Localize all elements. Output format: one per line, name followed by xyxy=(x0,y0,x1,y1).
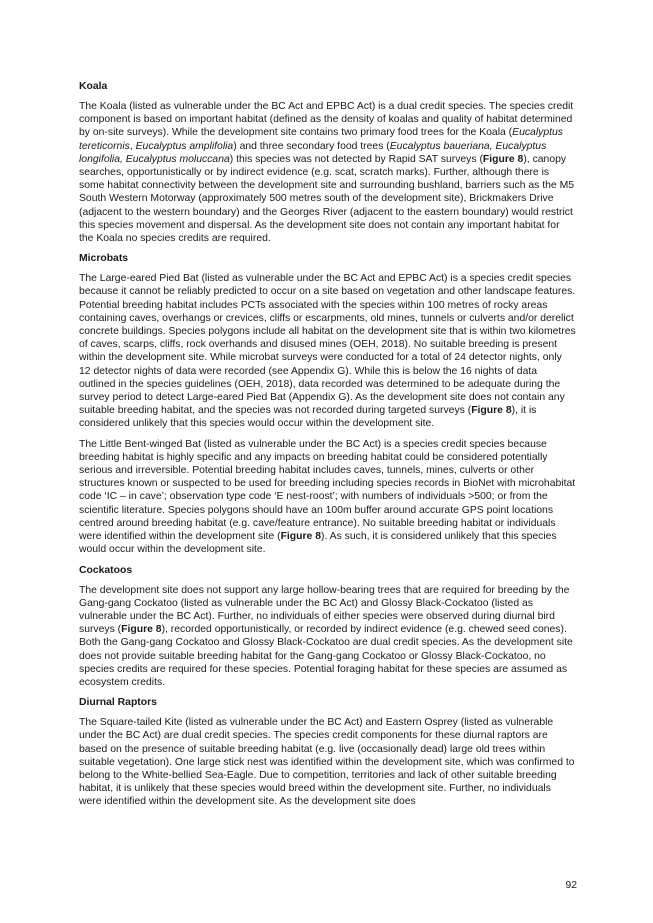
text-run: ), canopy searches, opportunistically or by indirect evidence (e.g. scat, scratch marks). Further, although there is some habitat connectivity between the development site and surrounding bushland, barriers such as the M5 South Western Motorway (approximately 500 metres south of the development site), Brickmakers Drive (adjacent to the western boundary) and the Georges River (adjacent to the eastern boundary) would restrict this species movement and dispersal. As the development site does not contain any important habitat for the Koala no species credits are required. xyxy=(79,153,575,245)
section-cockatoos xyxy=(79,564,576,690)
section-heading: Cockatoos xyxy=(79,564,133,576)
paragraph xyxy=(79,584,576,690)
text-run: ) this species was not detected by Rapid SAT surveys ( xyxy=(229,153,483,165)
text-run: ). As such, it is considered unlikely that this species would occur within the development site. xyxy=(79,531,557,556)
figure-reference: Figure 8 xyxy=(482,153,524,165)
species-name: Eucalyptus amplifolia xyxy=(135,140,234,152)
text-run: ), recorded opportunistically, or recorded by indirect evidence (e.g. chewed seed cones). Both the Gang-gang Cockatoo and Glossy Black-Cockatoo are dual credit species. As the development site does not provide suitable breeding habitat for the Gang-gang Cockatoo or Glossy Black-Cockatoo, no species credits are required for these species. Potential foraging habitat for these species are assumed as ecosystem credits. xyxy=(79,624,573,688)
section-heading: Koala xyxy=(79,81,108,92)
text-run: The Large-eared Pied Bat (listed as vulnerable under the BC Act and EPBC Act) is a species credit species because it cannot be reliably predicted to occur on a site based on vegetation and other landscape features. Potential breeding habitat includes PCTs associated with the species within 100 metres of rocky areas containing caves, overhangs or crevices, cliffs or escarpments, old mines, tunnels or culverts and/or derelict concrete buildings. Species polygons include all habitat on the development site that is within two kilometres of caves, scarps, cliffs, rock overhands and disused mines (OEH, 2018). No suitable breeding is present within the development site. While microbat surveys were conducted for a total of 24 detector nights, only 12 detector nights of data were recorded (see Appendix G). While this is below the 16 nights of data outlined in the species guidelines (OEH, 2018), data recorded was determined to be adequate during the survey period to detect Large-eared Pied Bat (Appendix G). As the development site does not contain any suitable breeding habitat, and the species was not recorded during targeted surveys ( xyxy=(79,273,576,417)
figure-reference: Figure 8 xyxy=(280,531,321,543)
section-microbats xyxy=(79,252,576,556)
species-name: Eucalyptus tereticornis xyxy=(79,127,563,152)
text-run: ) and three secondary food trees ( xyxy=(233,140,390,152)
text-run: The Koala (listed as vulnerable under the BC Act and EPBC Act) is a dual credit species. The species credit component is based on important habitat (defined as the density of koalas and quality of habitat determined by on-site surveys). While the development site contains two primary food trees for the Koala ( xyxy=(79,101,574,139)
paragraph xyxy=(79,716,576,808)
paragraph xyxy=(79,272,576,430)
paragraph xyxy=(79,438,576,557)
section-heading: Microbats xyxy=(79,253,129,265)
section-heading: Diurnal Raptors xyxy=(79,697,157,709)
document-body xyxy=(79,80,576,816)
figure-reference: Figure 8 xyxy=(121,624,162,636)
text-run: ), it is considered unlikely that this species would occur within the development site. xyxy=(79,405,537,430)
figure-reference: Figure 8 xyxy=(471,405,512,417)
text-run: The Little Bent-winged Bat (listed as vulnerable under the BC Act) is a species credit species because breeding habitat is highly specific and any impacts on breeding habitat could be considered potentially serious and irreversible. Potential breeding habitat includes caves, tunnels, mines, culverts or other structures known or suspected to be used for breeding including species records in BioNet with microhabitat code ‘IC – in cave’; observation type code ‘E nest-roost’; with numbers of individuals >500; or from the scientific literature. Species polygons should have an 100m buffer around accurate GPS point locations centred around breeding habitat (e.g. cave/feature entrance). No suitable breeding habitat or individuals were identified within the development site ( xyxy=(79,438,576,543)
species-name: Eucalyptus baueriana, Eucalyptus longifolia, Eucalyptus moluccana xyxy=(79,140,547,165)
text-run: The development site does not support any large hollow-bearing trees that are required for breeding by the Gang-gang Cockatoo (listed as vulnerable under the BC Act) and Glossy Black-Cockatoo (listed as vulnerable under the BC Act). Further, no individuals of either species were observed during diurnal bird surveys ( xyxy=(79,584,570,636)
section-koala xyxy=(79,80,576,245)
text-run: The Square-tailed Kite (listed as vulnerable under the BC Act) and Eastern Osprey (listed as vulnerable under the BC Act) are dual credit species. The species credit components for these diurnal raptors are based on the presence of suitable breeding habitat (e.g. live (occasionally dead) large old trees within suitable vegetation). One large stick nest was identified within the development site, which was confirmed to belong to the White-bellied Sea-Eagle. Due to competition, territories and lack of other suitable breeding habitat, it is unlikely that these species would breed within the development site. Further, no individuals were identified within the development site. As the development site does xyxy=(79,717,575,808)
section-diurnal-raptors xyxy=(79,696,576,808)
text-run: , xyxy=(129,140,136,152)
page-number: 92 xyxy=(565,880,577,891)
paragraph xyxy=(79,100,576,245)
